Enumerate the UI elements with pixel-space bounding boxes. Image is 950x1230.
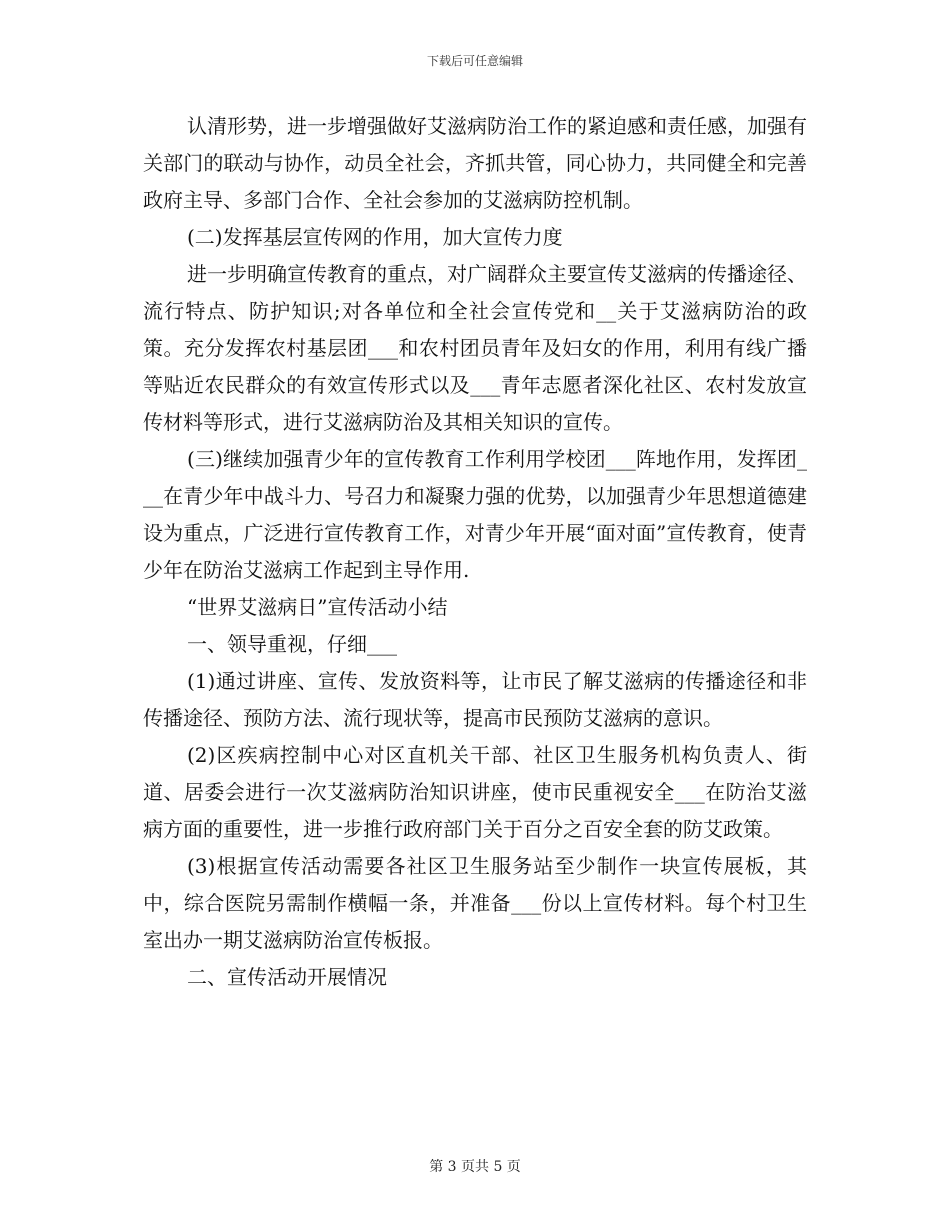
- paragraph-mechanism: 认清形势，进一步增强做好艾滋病防治工作的紧迫感和责任感，加强有关部门的联动与协作，动员全社会，齐抓共管，同心协力，共同健全和完善政府主导、多部门合作、全社会参加的艾滋病防控机制。: [143, 114, 807, 212]
- subheading-activities: 二、宣传活动开展情况: [187, 965, 387, 989]
- summary-title: “世界艾滋病日”宣传活动小结: [187, 595, 448, 619]
- page-number: 第 3 页共 5 页: [429, 1159, 521, 1175]
- document-body: [143, 108, 807, 996]
- subheading-leadership: 一、领导重视，仔细___: [187, 632, 397, 656]
- list-item-2: (2)区疾病控制中心对区直机关干部、社区卫生服务机构负责人、街道、居委会进行一次艾滋病防治知识讲座，使市民重视安全___在防治艾滋病方面的重要性，进一步推行政府部门关于百分之百安全套的防艾政策。: [143, 743, 807, 841]
- section-heading-3-paragraph: (三)继续加强青少年的宣传教育工作利用学校团___阵地作用，发挥团___在青少年中战斗力、号召力和凝聚力强的优势，以加强青少年思想道德建设为重点，广泛进行宣传教育工作，对青少年开展“面对面”宣传教育，使青少年在防治艾滋病工作起到主导作用.: [143, 447, 807, 582]
- list-item-1: (1)通过讲座、宣传、发放资料等，让市民了解艾滋病的传播途径和非传播途径、预防方法、流行现状等，提高市民预防艾滋病的意识。: [143, 669, 807, 730]
- page-header-note: 下载后可任意编辑: [426, 54, 523, 68]
- section-heading-2: (二)发挥基层宣传网的作用，加大宣传力度: [187, 225, 563, 249]
- paragraph-publicity-focus: 进一步明确宣传教育的重点，对广阔群众主要宣传艾滋病的传播途径、流行特点、防护知识;对各单位和全社会宣传党和__关于艾滋病防治的政策。充分发挥农村基层团___和农村团员青年及妇女的作用，利用有线广播等贴近农民群众的有效宣传形式以及___青年志愿者深化社区、农村发放宣传材料等形式，进行艾滋病防治及其相关知识的宣传。: [143, 262, 807, 434]
- list-item-3: (3)根据宣传活动需要各社区卫生服务站至少制作一块宣传展板，其中，综合医院另需制作横幅一条，并准备___份以上宣传材料。每个村卫生室出办一期艾滋病防治宣传板报。: [143, 854, 807, 952]
